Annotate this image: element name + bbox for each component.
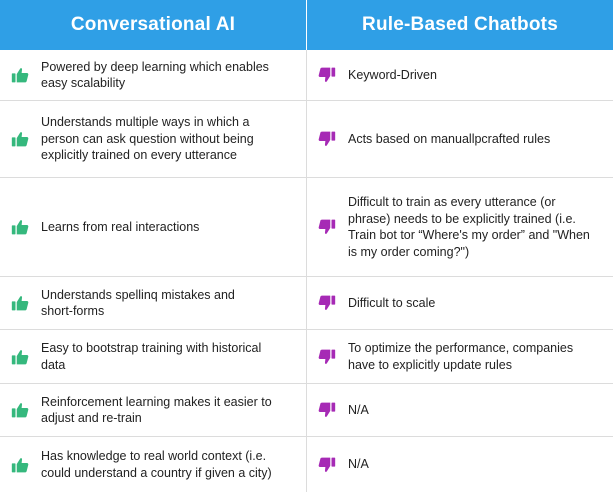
thumbs-down-icon xyxy=(317,129,337,149)
thumbs-up-icon xyxy=(10,455,30,475)
thumbs-down-icon xyxy=(317,455,337,475)
table-row xyxy=(0,384,613,437)
con-text: Keyword-Driven xyxy=(348,67,437,82)
pro-text: Understands spellinq mistakes and short-forms xyxy=(41,287,235,318)
pro-text: Learns from real interactions xyxy=(41,219,200,234)
thumbs-up-icon xyxy=(10,217,30,237)
pro-text: Has knowledge to real world context (i.e. could understand a country if given a city) xyxy=(41,449,272,480)
con-cell xyxy=(307,101,613,177)
pro-cell xyxy=(0,437,306,492)
table-row xyxy=(0,437,613,492)
thumbs-down-icon xyxy=(317,400,337,420)
pro-cell xyxy=(0,330,306,383)
thumbs-up-icon xyxy=(10,347,30,367)
pro-cell xyxy=(0,384,306,436)
pro-cell xyxy=(0,50,306,100)
pro-cell xyxy=(0,101,306,177)
pro-text: Understands multiple ways in which a person can ask question without being explicitly trained on every utterance xyxy=(41,115,254,163)
pro-cell xyxy=(0,277,306,329)
con-cell xyxy=(307,277,613,329)
thumbs-down-icon xyxy=(317,217,337,237)
thumbs-down-icon xyxy=(317,65,337,85)
pro-text: Easy to bootstrap training with historical data xyxy=(41,341,262,372)
table-row xyxy=(0,50,613,101)
con-text: N/A xyxy=(348,457,369,472)
pro-text: Reinforcement learning makes it easier to adjust and re-train xyxy=(41,394,272,425)
thumbs-down-icon xyxy=(317,293,337,313)
header-rule-based-chatbots xyxy=(307,0,613,50)
con-text: Difficult to train as every utterance (or phrase) needs to be explicitly trained (i.e. Train bot tor “Where's my order” and "When is my order coming?") xyxy=(348,195,590,259)
thumbs-up-icon xyxy=(10,293,30,313)
con-cell xyxy=(307,178,613,276)
pro-cell xyxy=(0,178,306,276)
header-conversational-ai xyxy=(0,0,306,50)
con-text: N/A xyxy=(348,402,369,417)
thumbs-up-icon xyxy=(10,65,30,85)
con-text: To optimize the performance, companies have to explicitly update rules xyxy=(348,341,574,372)
thumbs-up-icon xyxy=(10,400,30,420)
pro-text: Powered by deep learning which enables easy scalability xyxy=(41,59,269,90)
table-row xyxy=(0,178,613,277)
con-text: Acts based on manuallpcrafted rules xyxy=(348,131,551,146)
con-cell xyxy=(307,384,613,436)
table-row xyxy=(0,330,613,384)
header-left-title: Conversational AI xyxy=(70,14,236,35)
header-right-title: Rule-Based Chatbots xyxy=(362,14,558,35)
con-cell xyxy=(307,50,613,100)
table-row xyxy=(0,101,613,178)
thumbs-up-icon xyxy=(10,129,30,149)
con-cell xyxy=(307,437,613,492)
thumbs-down-icon xyxy=(317,347,337,367)
con-cell xyxy=(307,330,613,383)
table-row xyxy=(0,277,613,330)
con-text: Difficult to scale xyxy=(348,295,436,310)
